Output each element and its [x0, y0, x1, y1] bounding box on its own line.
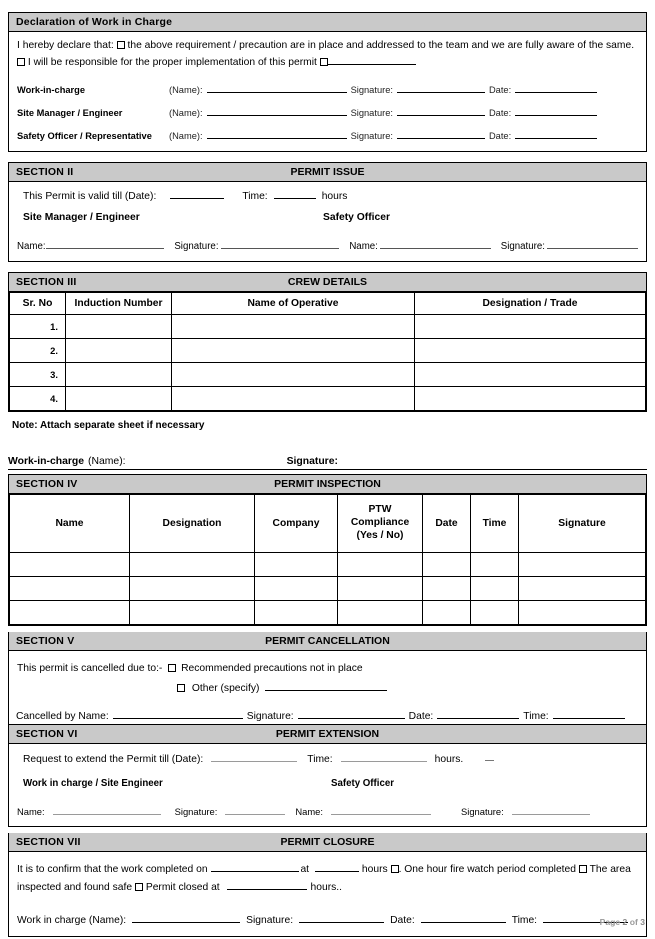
cancel-time-label: Time:: [523, 711, 549, 723]
inspection-cell-ptw[interactable]: [338, 601, 423, 625]
permit-inspection-header-row: [10, 495, 646, 553]
section-6-signature-row: [17, 804, 638, 819]
extension-date-field[interactable]: [211, 751, 297, 762]
declaration-block: [8, 12, 647, 152]
signer-name-label: (Name):: [169, 107, 203, 118]
crew-cell-name[interactable]: [172, 363, 415, 387]
cancelled-by-name-field[interactable]: [113, 708, 243, 719]
inspection-col-date: Date: [423, 495, 471, 553]
cancel-other-specify-field[interactable]: [265, 680, 387, 691]
crew-cell-induction[interactable]: [66, 363, 172, 387]
inspection-cell-signature[interactable]: [519, 601, 646, 625]
cancelled-by-label: Cancelled by Name:: [16, 711, 109, 723]
inspection-cell-company[interactable]: [255, 577, 338, 601]
section-2-roles-row: [23, 210, 638, 225]
issue-signature-field-left[interactable]: [221, 238, 340, 249]
section-6-role-right: Safety Officer: [331, 777, 394, 789]
closure-signature-row: [17, 912, 641, 928]
inspection-cell-ptw[interactable]: [338, 577, 423, 601]
closure-completed-date-field[interactable]: [211, 861, 299, 872]
issue-time-field[interactable]: [274, 188, 316, 199]
issue-signature-label-left: Signature:: [174, 240, 219, 252]
signer-signature-field[interactable]: [397, 128, 485, 139]
closure-date-label: Date:: [390, 914, 415, 926]
valid-till-date-field[interactable]: [170, 188, 224, 199]
section-7-block: [8, 833, 647, 937]
cancel-prefix-label: This permit is cancelled due to:-: [17, 663, 163, 675]
cancel-option-2-checkbox[interactable]: [177, 684, 185, 692]
declaration-body: [9, 32, 646, 151]
extension-signature-field-left[interactable]: [225, 804, 285, 815]
crew-cell-designation[interactable]: [415, 387, 646, 411]
closure-hours-label: hours: [361, 863, 388, 875]
closure-role-label: Work in charge (Name):: [17, 914, 127, 926]
closure-time-label: Time:: [511, 914, 538, 926]
section-2-title: PERMIT ISSUE: [290, 165, 365, 178]
declaration-title: Declaration of Work in Charge: [16, 16, 173, 28]
closure-signature-field[interactable]: [299, 912, 384, 923]
issue-time-label: Time:: [242, 190, 268, 202]
cancellation-reason-row-2: [17, 680, 638, 696]
inspection-col-ptw-compliance: PTW Compliance (Yes / No): [338, 495, 423, 553]
inspection-col-company: Company: [255, 495, 338, 553]
crew-details-header-row: [10, 293, 646, 315]
closure-completed-time-field[interactable]: [315, 861, 359, 872]
section-5-block: [8, 632, 647, 725]
inspection-cell-signature[interactable]: [519, 577, 646, 601]
section-3-block: [8, 272, 647, 412]
crew-cell-name[interactable]: [172, 339, 415, 363]
gap-after-section-2: [0, 262, 655, 272]
signer-signature-field[interactable]: [397, 82, 485, 93]
section-2-header-bar: [9, 163, 646, 182]
inspection-cell-ptw[interactable]: [338, 553, 423, 577]
section-6-role-left: Work in charge / Site Engineer: [23, 777, 163, 789]
inspection-cell-date[interactable]: [423, 577, 471, 601]
cancel-option-1-checkbox[interactable]: [168, 664, 176, 672]
declaration-blank-field[interactable]: [328, 54, 416, 65]
signer-date-label: Date:: [488, 84, 512, 95]
inspection-col-designation: Designation: [130, 495, 255, 553]
closure-the-label: The: [589, 863, 608, 875]
extension-request-label: Request to extend the Permit till (Date):: [23, 754, 204, 766]
table-row: [10, 315, 646, 339]
inspection-cell-name[interactable]: [10, 601, 130, 625]
inspection-cell-signature[interactable]: [519, 553, 646, 577]
cancel-option-1-label: Recommended precautions not in place: [181, 663, 363, 675]
cancel-time-field[interactable]: [553, 708, 625, 719]
inspection-col-time: Time: [471, 495, 519, 553]
issue-name-field-left[interactable]: [46, 238, 165, 249]
cancelled-by-row: [16, 708, 638, 724]
section-3-number: SECTION III: [16, 276, 77, 289]
inspection-cell-date[interactable]: [423, 601, 471, 625]
signer-role: Safety Officer / Representative: [17, 130, 152, 141]
declaration-signer-row: [17, 82, 638, 98]
crew-cell-designation[interactable]: [415, 363, 646, 387]
inspection-cell-name[interactable]: [10, 553, 130, 577]
signer-name-field[interactable]: [207, 82, 347, 93]
closure-closed-at-label: Permit closed at: [145, 881, 220, 893]
section-6-block: [8, 725, 647, 826]
signer-name-label: (Name):: [169, 130, 203, 141]
section-2-signature-row: [17, 238, 638, 255]
declaration-checkbox-1[interactable]: [117, 41, 125, 49]
crew-details-body: [10, 315, 646, 411]
inspection-cell-company[interactable]: [255, 553, 338, 577]
crew-cell-designation[interactable]: [415, 315, 646, 339]
section-7-title: PERMIT CLOSURE: [280, 835, 375, 848]
work-in-charge-line: [8, 453, 647, 470]
crew-row-number: 2.: [10, 339, 66, 363]
extension-time-field[interactable]: [341, 751, 427, 762]
inspection-cell-name[interactable]: [10, 577, 130, 601]
crew-row-number: 4.: [10, 387, 66, 411]
extension-name-label-left: Name:: [17, 806, 45, 818]
section-3-header-bar: [9, 273, 646, 292]
closure-closed-time-field[interactable]: [227, 879, 307, 890]
inspection-cell-time[interactable]: [471, 553, 519, 577]
issue-signature-label-right: Signature:: [500, 240, 545, 252]
declaration-line1-text: the above requirement / precaution are in place and addressed to the team and we are fully aware of the same.: [127, 40, 635, 51]
section-5-body: [9, 651, 646, 724]
permit-to-work-form-page: [0, 12, 655, 939]
page-footer: [600, 917, 645, 927]
inspection-cell-designation[interactable]: [130, 553, 255, 577]
section-2-role-right: Safety Officer: [323, 212, 390, 224]
table-row: [10, 339, 646, 363]
section-7-header-bar: [9, 833, 646, 852]
section-2-body: [9, 182, 646, 261]
crew-row-number: 1.: [10, 315, 66, 339]
declaration-checkbox-3[interactable]: [320, 58, 328, 66]
crew-cell-designation[interactable]: [415, 339, 646, 363]
crew-cell-induction[interactable]: [66, 339, 172, 363]
declaration-line2-text: I will be responsible for the proper implementation of this permit: [27, 56, 317, 68]
section-6-body: [9, 744, 646, 825]
signer-date-field[interactable]: [515, 105, 597, 116]
issue-signature-field-right[interactable]: [547, 238, 638, 249]
extension-hours-label: hours.: [434, 754, 464, 766]
crew-col-name-of-operative: Name of Operative: [172, 293, 415, 315]
signer-role: Work-in-charge: [17, 84, 86, 95]
inspection-cell-designation[interactable]: [130, 601, 255, 625]
section-7-body: [9, 852, 646, 936]
table-row: [10, 387, 646, 411]
closure-fire-watch-label: . One hour fire watch period completed: [398, 863, 576, 875]
crew-cell-induction[interactable]: [66, 387, 172, 411]
section-7-number: SECTION VII: [16, 835, 81, 848]
extension-signature-field-right[interactable]: [512, 804, 590, 815]
signer-role: Site Manager / Engineer: [17, 107, 123, 118]
signer-signature-field[interactable]: [397, 105, 485, 116]
crew-details-table: [9, 292, 646, 411]
signer-date-label: Date:: [488, 130, 512, 141]
issue-name-label-left: Name:: [17, 240, 46, 252]
closure-hours2-label: hours..: [310, 881, 343, 893]
table-row: [10, 363, 646, 387]
declaration-checkbox-2[interactable]: [17, 58, 25, 66]
inspection-cell-time[interactable]: [471, 601, 519, 625]
work-in-charge-name-label: (Name):: [88, 456, 126, 468]
declaration-signer-row: [17, 105, 638, 121]
crew-cell-name[interactable]: [172, 387, 415, 411]
crew-cell-name[interactable]: [172, 315, 415, 339]
permit-inspection-table: [9, 494, 646, 625]
inspection-cell-designation[interactable]: [130, 577, 255, 601]
inspection-cell-time[interactable]: [471, 577, 519, 601]
section-6-number: SECTION VI: [16, 728, 78, 741]
extension-signature-label-right: Signature:: [461, 806, 504, 818]
declaration-header-bar: [9, 13, 646, 32]
closure-date-field[interactable]: [421, 912, 506, 923]
section-4-block: [8, 474, 647, 626]
section-6-header-bar: [9, 725, 646, 744]
section-4-title: PERMIT INSPECTION: [274, 478, 381, 491]
crew-col-designation-trade: Designation / Trade: [415, 293, 646, 315]
section-4-header-bar: [9, 475, 646, 494]
table-row: [10, 553, 646, 577]
table-row: [10, 577, 646, 601]
work-in-charge-signature-label: Signature:: [286, 456, 338, 468]
signer-date-label: Date:: [488, 107, 512, 118]
extension-name-label-right: Name:: [295, 806, 323, 818]
extension-signature-label-left: Signature:: [174, 806, 218, 818]
work-in-charge-role: Work-in-charge: [8, 456, 85, 468]
closure-confirmation-text: [17, 861, 638, 897]
cancel-option-2-label: Other (specify): [191, 682, 260, 694]
crew-col-sr-no: Sr. No: [10, 293, 66, 315]
issue-name-label-right: Name:: [349, 240, 378, 252]
cancel-signature-label: Signature:: [246, 711, 294, 723]
section-4-number: SECTION IV: [16, 478, 78, 491]
cancel-signature-field[interactable]: [298, 708, 405, 719]
closure-confirm-prefix: It is to confirm that the work completed on: [17, 863, 208, 875]
section-2-number: SECTION II: [16, 165, 74, 178]
signer-date-field[interactable]: [515, 128, 597, 139]
signer-name-field[interactable]: [207, 105, 347, 116]
declaration-line1-prefix: I hereby declare that:: [17, 40, 114, 51]
section-2-role-left: Site Manager / Engineer: [23, 212, 140, 224]
inspection-col-signature: Signature: [519, 495, 646, 553]
table-row: [10, 601, 646, 625]
inspection-cell-company[interactable]: [255, 601, 338, 625]
declaration-signer-row: [17, 128, 638, 144]
section-5-header-bar: [9, 632, 646, 651]
closure-signature-label: Signature:: [246, 914, 294, 926]
closure-at-label: at: [300, 863, 310, 875]
inspection-col-name: Name: [10, 495, 130, 553]
extension-name-field-right[interactable]: [331, 804, 431, 815]
declaration-statement: [17, 38, 638, 71]
closure-name-field[interactable]: [132, 912, 240, 923]
crew-row-number: 3.: [10, 363, 66, 387]
gap-after-declaration: [0, 152, 655, 162]
section-5-number: SECTION V: [16, 635, 75, 648]
footer-page-middle: of: [627, 917, 641, 927]
cancel-date-label: Date:: [408, 711, 434, 723]
cancellation-reason-row-1: [17, 661, 638, 676]
signer-name-label: (Name):: [169, 84, 203, 95]
closure-checkbox-3[interactable]: [135, 883, 143, 891]
closure-area-label: area inspected and found safe: [17, 863, 631, 893]
extension-name-field-left[interactable]: [53, 804, 161, 815]
permit-validity-row: [23, 188, 638, 204]
extension-request-row: [23, 751, 638, 767]
crew-cell-induction[interactable]: [66, 315, 172, 339]
issue-name-field-right[interactable]: [380, 238, 491, 249]
section-5-title: PERMIT CANCELLATION: [265, 635, 390, 648]
signer-signature-label: Signature:: [350, 107, 393, 118]
valid-till-label: This Permit is valid till (Date):: [23, 190, 157, 202]
work-in-charge-signature-field[interactable]: [344, 453, 524, 464]
footer-page-total: 3: [640, 917, 645, 927]
signer-signature-label: Signature:: [350, 84, 393, 95]
issue-hours-label: hours: [321, 190, 348, 202]
closure-checkbox-2[interactable]: [579, 865, 587, 873]
permit-inspection-body: [10, 553, 646, 625]
inspection-cell-date[interactable]: [423, 553, 471, 577]
signer-name-field[interactable]: [207, 128, 347, 139]
extension-stray-mark: [485, 760, 494, 761]
footer-page-prefix: Page: [599, 917, 623, 927]
work-in-charge-name-field[interactable]: [132, 453, 277, 464]
crew-details-note: Note: Attach separate sheet if necessary: [12, 420, 205, 432]
footer-page-current: 2: [622, 917, 628, 927]
cancel-date-field[interactable]: [437, 708, 519, 719]
section-6-title: PERMIT EXTENSION: [275, 728, 380, 741]
section-2-block: [8, 162, 647, 262]
section-3-title: CREW DETAILS: [287, 276, 368, 289]
section-6-roles-row: [23, 777, 638, 792]
extension-time-label: Time:: [307, 754, 333, 766]
closure-checkbox-1[interactable]: [391, 865, 399, 873]
signer-signature-label: Signature:: [350, 130, 393, 141]
crew-col-induction-number: Induction Number: [66, 293, 172, 315]
signer-date-field[interactable]: [515, 82, 597, 93]
